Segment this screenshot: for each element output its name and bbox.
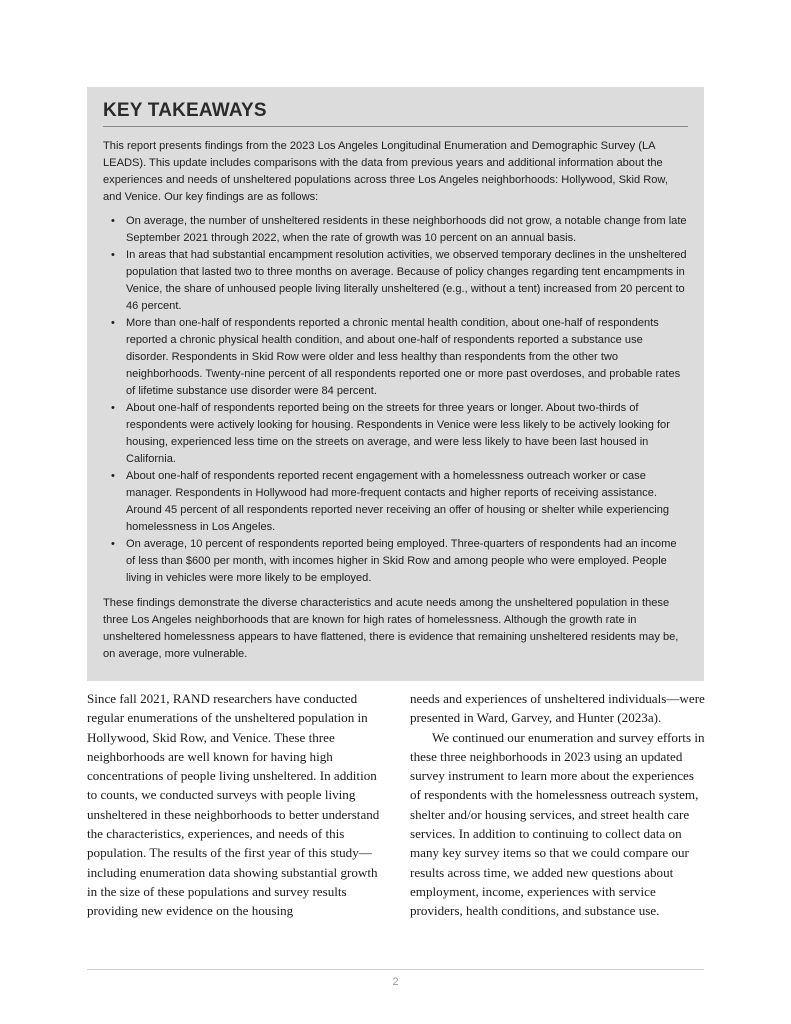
bullet-icon: •	[111, 470, 115, 482]
list-item	[103, 536, 688, 587]
page-number: 2	[392, 976, 399, 988]
body-paragraph: Since fall 2021, RAND researchers have conducted regular enumerations of the unsheltered population in Hollywood, Skid Row, and Venice. These three neighborhoods are well known for having high concentrations of people living unsheltered. In addition to counts, we conducted surveys with people living unsheltered in these neighborhoods to better understand the characteristics, experiences, and needs of this population. The results of the first year of this study—including enumeration data showing substantial growth in the size of these populations and survey results providing new evidence on the housing	[87, 691, 380, 919]
key-findings-list	[103, 213, 688, 587]
bullet-icon: •	[111, 215, 115, 227]
list-item-text: About one-half of respondents reported being on the streets for three years or longer. About two-thirds of respondents were actively looking for housing. Respondents in Venice were less likely to be actively looking for housing, experienced less time on the streets on average, and were less likely to have been last housed in California.	[126, 402, 670, 465]
footer-divider	[87, 969, 704, 970]
list-item-text: On average, 10 percent of respondents reported being employed. Three-quarters of respondents had an income of less than $600 per month, with incomes higher in Skid Row and among people who were employed. People living in vehicles were more likely to be employed.	[126, 538, 677, 584]
body-column-right	[410, 689, 706, 921]
bullet-icon: •	[111, 538, 115, 550]
key-takeaways-conclusion: These findings demonstrate the diverse characteristics and acute needs among the unsheltered population in these three Los Angeles neighborhoods that are known for high rates of homelessness. Although the growth rate in unsheltered homelessness appears to have flattened, there is evidence that remaining unsheltered residents may be, on average, more vulnerable.	[103, 597, 679, 660]
key-takeaways-title: KEY TAKEAWAYS	[103, 100, 688, 127]
key-takeaways-intro: This report presents findings from the 2023 Los Angeles Longitudinal Enumeration and Demographic Survey (LA LEADS). This update includes comparisons with the data from previous years and additional information about the experiences and needs of unsheltered populations across three Los Angeles neighborhoods: Hollywood, Skid Row, and Venice. Our key findings are as follows:	[103, 140, 668, 203]
key-takeaways-box	[87, 87, 704, 681]
bullet-icon: •	[111, 402, 115, 414]
list-item	[103, 315, 688, 400]
list-item	[103, 213, 688, 247]
bullet-icon: •	[111, 249, 115, 261]
body-paragraph: We continued our enumeration and survey efforts in these three neighborhoods in 2023 using an updated survey instrument to learn more about the experiences of respondents with the homelessness outreach system, shelter and/or housing services, and street health care services. In addition to continuing to collect data on many key survey items so that we could compare our results across time, we added new questions about employment, income, experiences with service providers, health conditions, and substance use.	[410, 729, 705, 919]
list-item	[103, 468, 688, 536]
list-item-text: In areas that had substantial encampment resolution activities, we observed temporary declines in the unsheltered population that lasted two to three months on average. Because of policy changes regarding tent encampments in Venice, the share of unhoused people living literally unsheltered (e.g., without a tent) increased from 20 percent to 46 percent.	[126, 249, 687, 312]
list-item-text: About one-half of respondents reported recent engagement with a homelessness outreach worker or case manager. Respondents in Hollywood had more-frequent contacts and higher reports of receiving assistance. Around 45 percent of all respondents reported never receiving an offer of housing or shelter while experiencing homelessness in Los Angeles.	[126, 470, 670, 533]
bullet-icon: •	[111, 317, 115, 329]
list-item-text: More than one-half of respondents reported a chronic mental health condition, about one-half of respondents reported a chronic physical health condition, and about one-half of respondents reported a substance use disorder. Respondents in Skid Row were older and less healthy than respondents from the other two neighborhoods. Twenty-nine percent of all respondents reported one or more past overdoses, and probable rates of lifetime substance use disorder were 84 percent.	[126, 317, 681, 397]
list-item	[103, 247, 688, 315]
list-item-text: On average, the number of unsheltered residents in these neighborhoods did not grow, a notable change from late September 2021 through 2022, when the rate of growth was 10 percent on an annual basis.	[126, 215, 687, 244]
body-paragraph-continued: needs and experiences of unsheltered individuals—were presented in Ward, Garvey, and Hunter (2023a).	[410, 691, 705, 726]
list-item	[103, 400, 688, 468]
body-column-left	[87, 689, 383, 921]
